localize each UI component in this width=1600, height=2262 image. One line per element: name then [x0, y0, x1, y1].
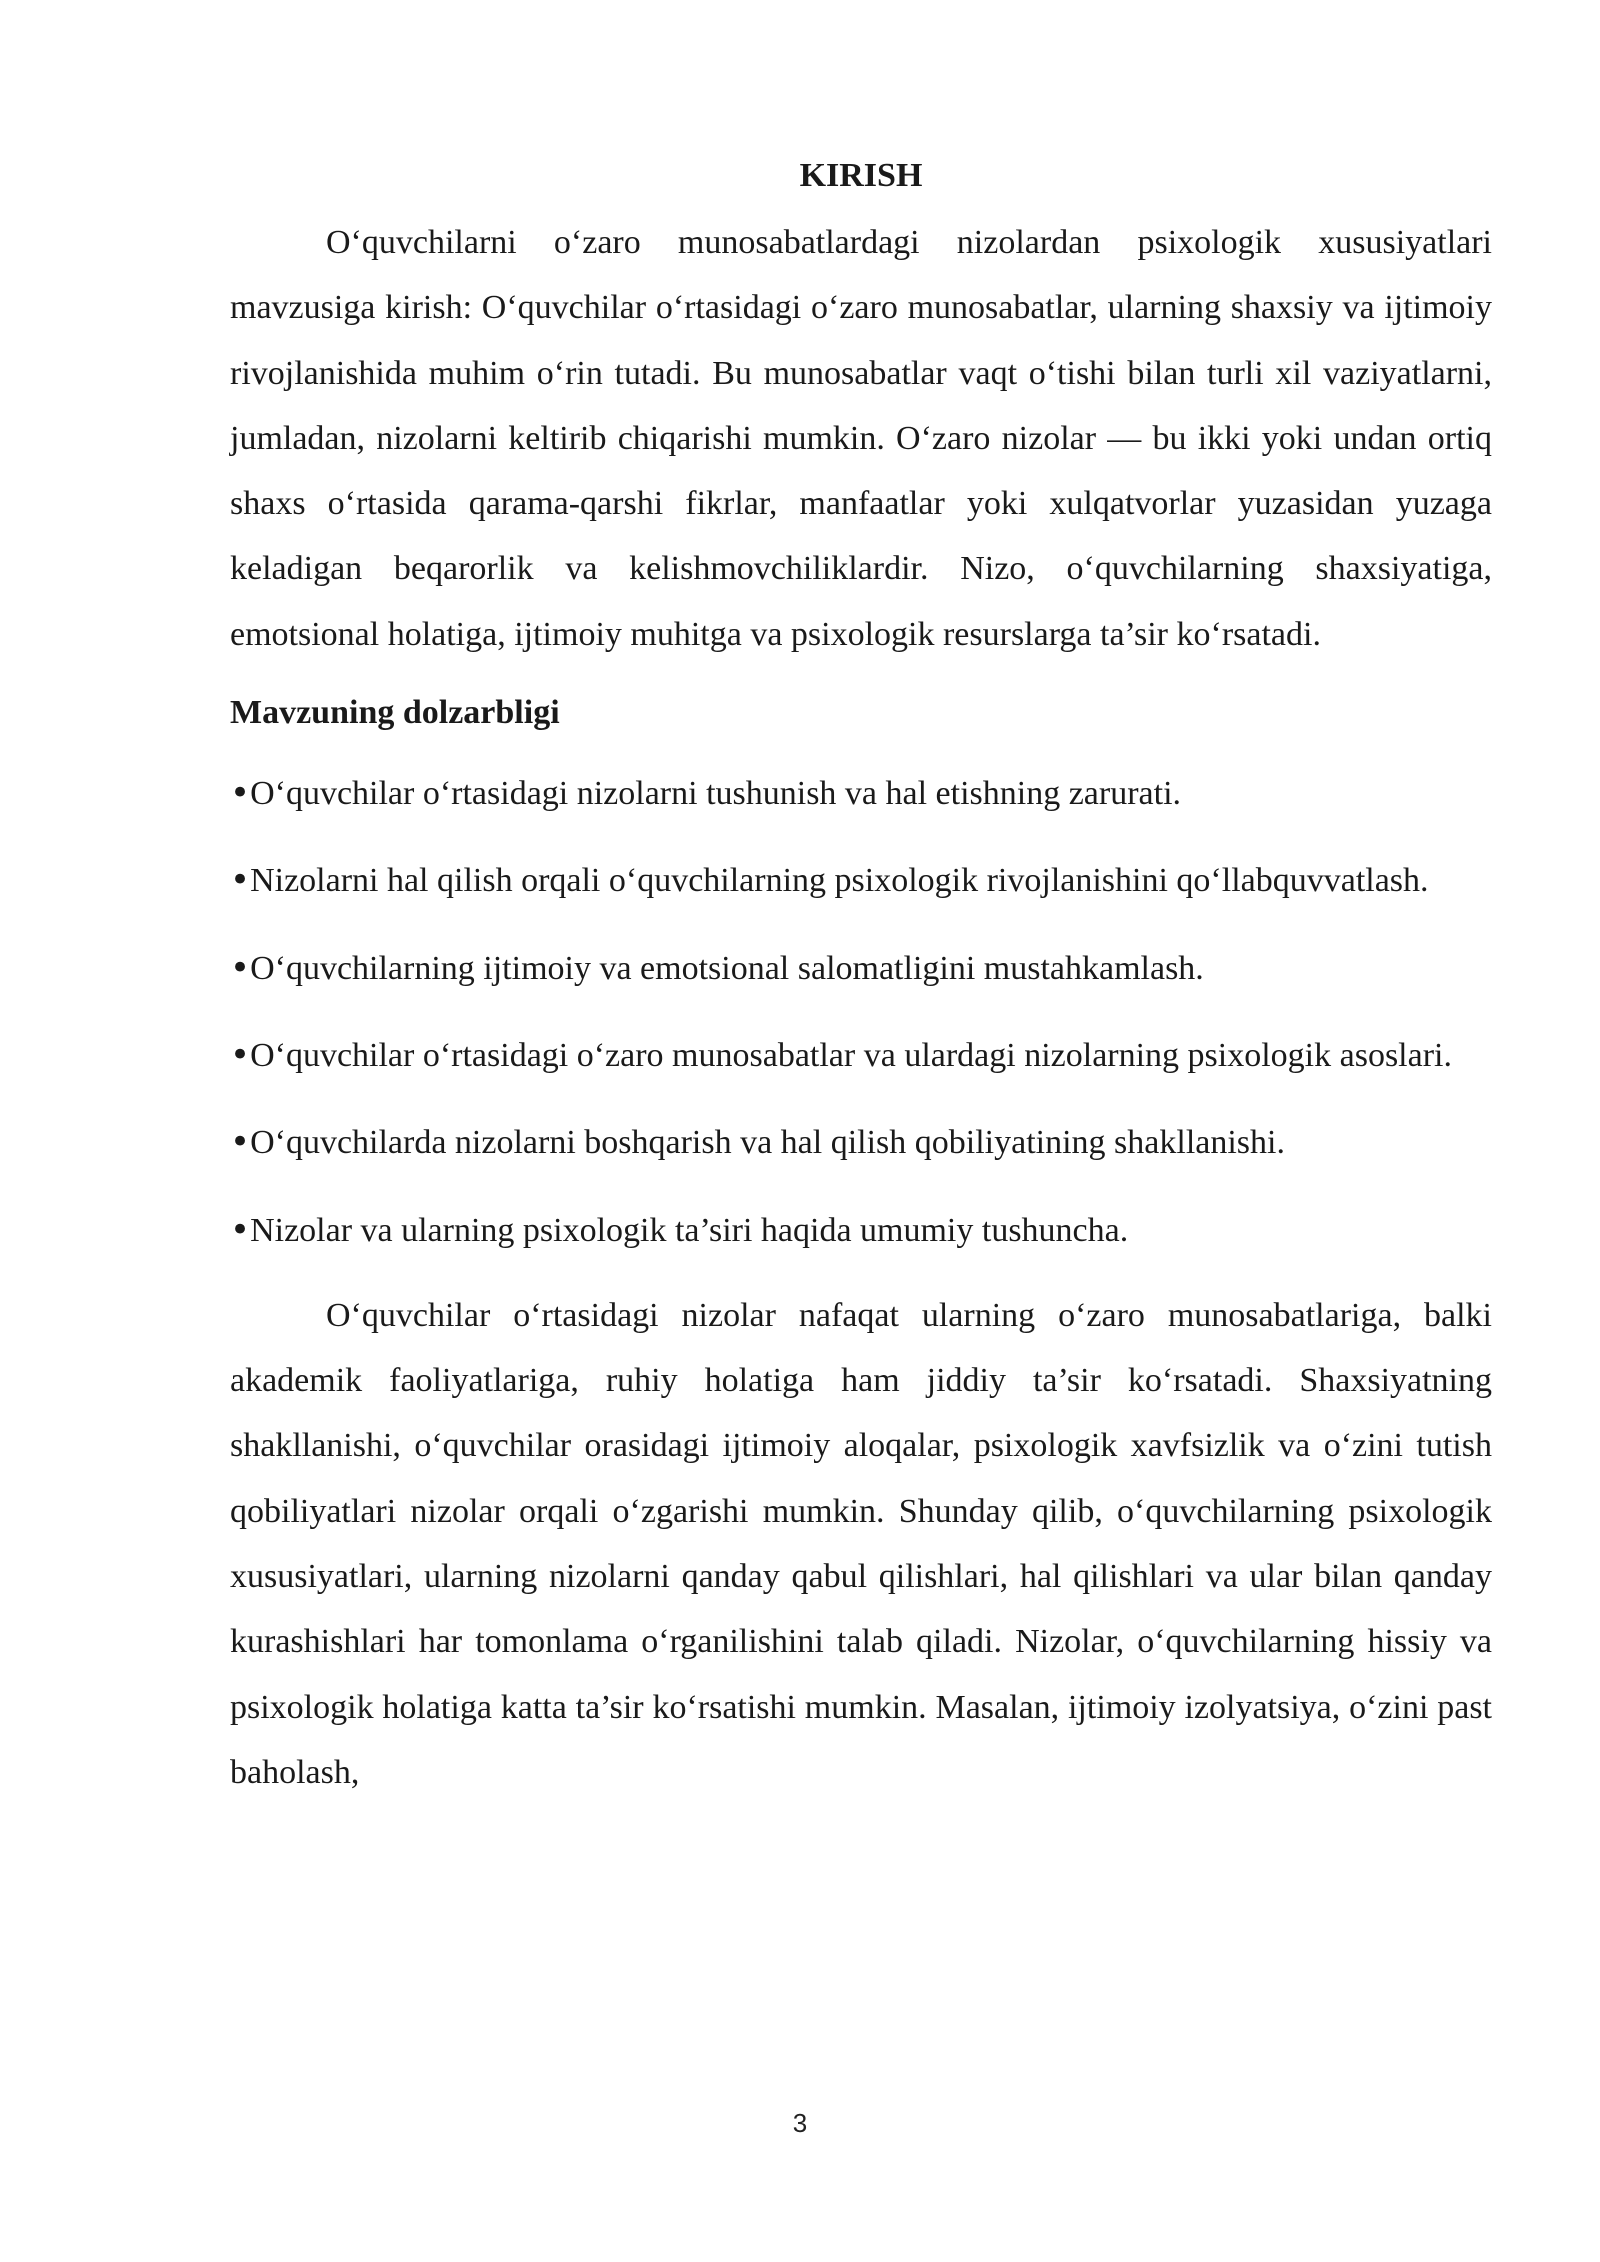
- bullet-text: O‘quvchilar o‘rtasidagi nizolarni tushunish va hal etishning zarurati.: [250, 775, 1182, 813]
- bullet-list: [230, 761, 1492, 1263]
- list-item: [230, 848, 1492, 913]
- bullet-icon: •: [230, 1122, 251, 1163]
- list-item: [230, 1198, 1492, 1263]
- bullet-text: O‘quvchilar o‘rtasidagi o‘zaro munosabatlar va ulardagi nizolarning psixologik asoslari.: [250, 1036, 1452, 1074]
- bullet-text: Nizolarni hal qilish orqali o‘quvchilarning psixologik rivojlanishini qo‘llabquvvatlash.: [250, 862, 1429, 900]
- bullet-icon: •: [230, 773, 251, 814]
- section-heading: Mavzuning dolzarbligi: [230, 694, 560, 732]
- bullet-text: O‘quvchilarda nizolarni boshqarish va hal qilish qobiliyatining shakllanishi.: [250, 1124, 1285, 1162]
- intro-paragraph: O‘quvchilarni o‘zaro munosabatlardagi nizolardan psixologik xususiyatlari mavzusiga kirish: O‘quvchilar o‘rtasidagi o‘zaro munosabatlar, ularning shaxsiy va ijtimoiy rivojlanishida muhim o‘rin tutadi. Bu munosabatlar vaqt o‘tishi bilan turli xil vaziyatlarni, jumladan, nizolarni keltirib chiqarishi mumkin. O‘zaro nizolar — bu ikki yoki undan ortiq shaxs o‘rtasida qarama-qarshi fikrlar, manfaatlar yoki xulqatvorlar yuzasidan yuzaga keladigan beqarorlik va kelishmovchiliklardir. Nizo, o‘quvchilarning shaxsiyatiga, emotsional holatiga, ijtimoiy muhitga va psixologik resurslarga ta’sir ko‘rsatadi.: [230, 224, 1492, 653]
- bullet-icon: •: [230, 947, 251, 988]
- page-number: 3: [792, 2108, 808, 2138]
- list-item: [230, 936, 1492, 1001]
- bullet-text: Nizolar va ularning psixologik ta’siri haqida umumiy tushuncha.: [250, 1211, 1129, 1249]
- page-title: KIRISH: [799, 157, 923, 194]
- list-item: [230, 1110, 1492, 1175]
- bullet-icon: •: [230, 1209, 251, 1250]
- page-content: [230, 148, 1492, 1805]
- list-item: [230, 1023, 1492, 1088]
- bullet-icon: •: [230, 860, 251, 901]
- bullet-text: O‘quvchilarning ijtimoiy va emotsional salomatligini mustahkamlash.: [250, 949, 1204, 987]
- bullet-icon: •: [230, 1034, 251, 1075]
- body-paragraph: O‘quvchilar o‘rtasidagi nizolar nafaqat ularning o‘zaro munosabatlariga, balki akademik faoliyatlariga, ruhiy holatiga ham jiddiy ta’sir ko‘rsatadi. Shaxsiyatning shakllanishi, o‘quvchilar orasidagi ijtimoiy aloqalar, psixologik xavfsizlik va o‘zini tutish qobiliyatlari nizolar orqali o‘zgarishi mumkin. Shunday qilib, o‘quvchilarning psixologik xususiyatlari, ularning nizolarni qanday qabul qilishlari, hal qilishlari va ular bilan qanday kurashishlari har tomonlama o‘rganilishini talab qiladi. Nizolar, o‘quvchilarning hissiy va psixologik holatiga katta ta’sir ko‘rsatishi mumkin. Masalan, ijtimoiy izolyatsiya, o‘zini past baholash,: [230, 1296, 1492, 1791]
- list-item: [230, 761, 1492, 826]
